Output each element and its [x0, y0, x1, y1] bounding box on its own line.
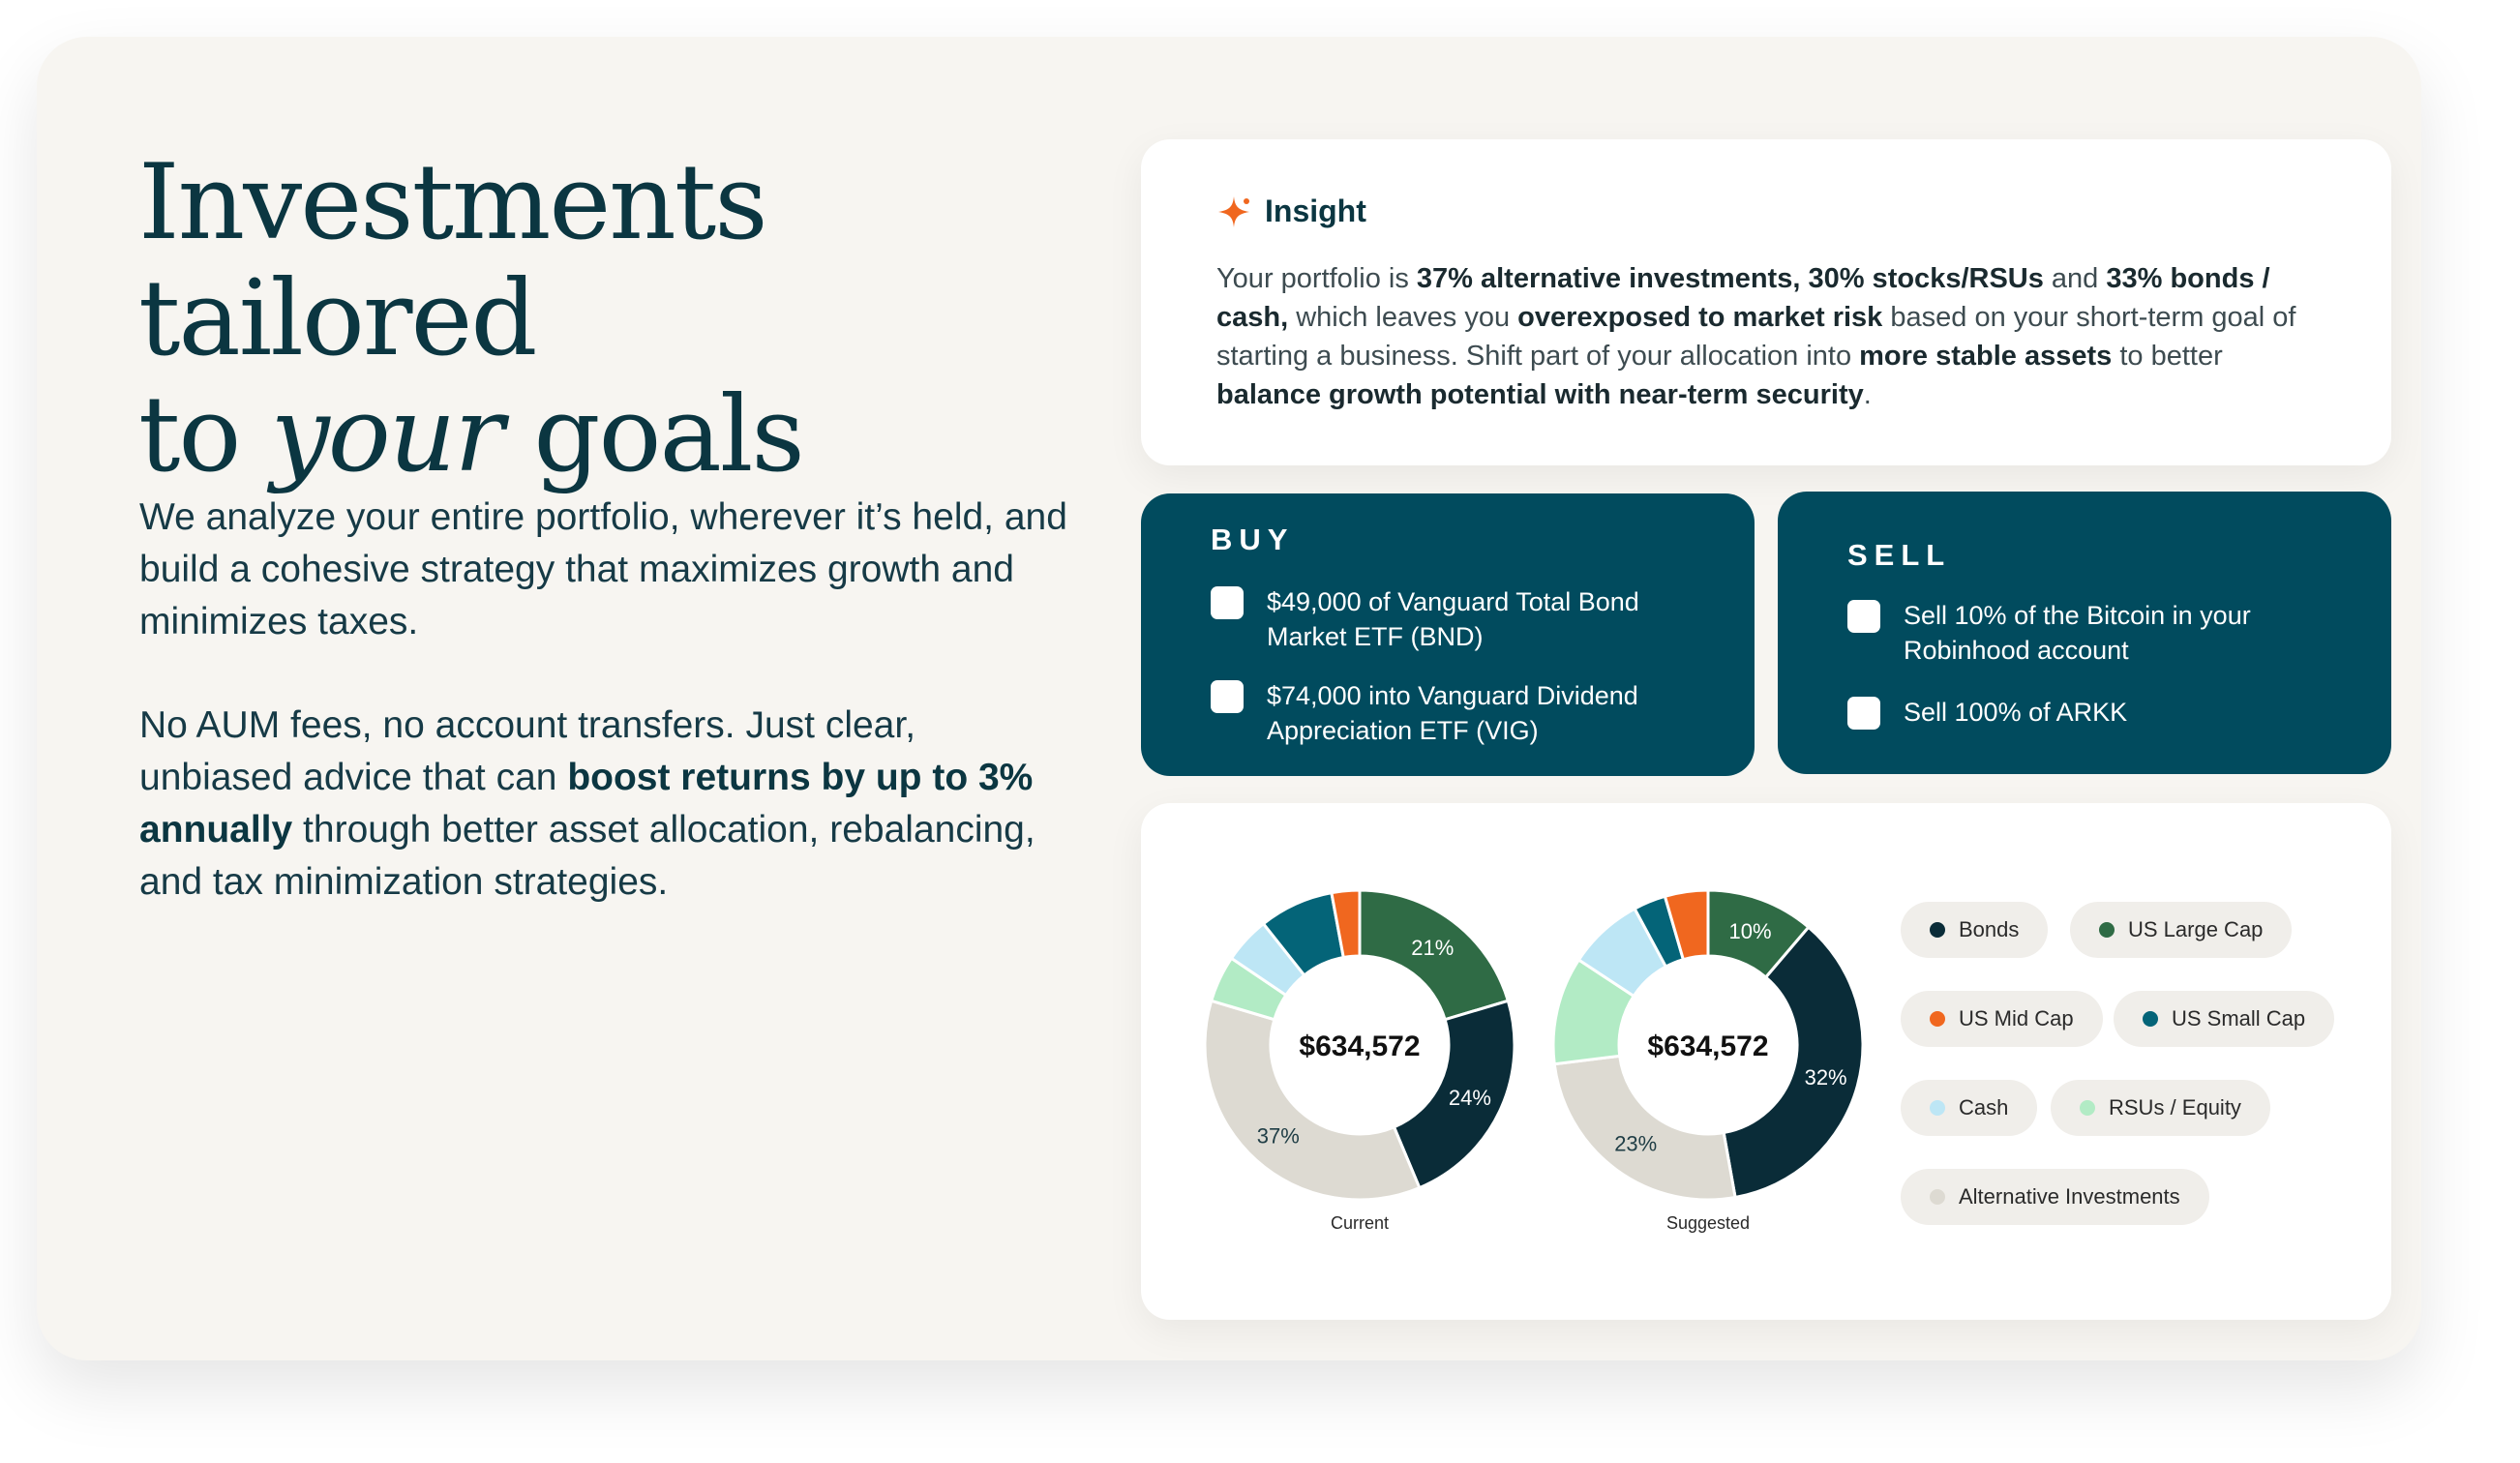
title-goals: goals [501, 374, 803, 495]
legend-item-us-mid-cap [1901, 991, 2103, 1047]
insight-text: and [2043, 263, 2107, 294]
legend-dot [1930, 1011, 1945, 1027]
intro-paragraph: We analyze your entire portfolio, wherever it’s held, and build a cohesive strategy that maximizes growth and minimizes taxes. [139, 496, 1067, 642]
slice-label-us-large-cap: 10% [1728, 918, 1772, 943]
current-donut-chart [1195, 881, 1524, 1209]
legend-dot [2143, 1011, 2158, 1027]
buy-checkbox[interactable] [1211, 680, 1244, 713]
buy-item[interactable] [1211, 584, 1714, 654]
sell-checkbox[interactable] [1847, 600, 1880, 633]
legend-item-cash [1901, 1080, 2037, 1136]
insight-text: to better [2112, 341, 2223, 372]
buy-item-label: $49,000 of Vanguard Total Bond Market ETF (BND) [1267, 587, 1639, 651]
insight-text: Your portfolio is [1216, 263, 1417, 294]
sell-card [1778, 492, 2391, 774]
sell-title: SELL [1847, 538, 1952, 572]
legend-dot [2099, 922, 2115, 938]
insight-text: . [1863, 379, 1872, 410]
insight-bold: more stable assets [1859, 341, 2113, 372]
insight-body [1216, 259, 2320, 414]
legend-label: Cash [1959, 1095, 2009, 1120]
fees-text-a: No AUM fees, no account transfers. Just clear, unbiased advice that can [139, 704, 916, 798]
insight-bold: 37% alternative investments, 30% stocks/RSUs [1416, 263, 2044, 294]
legend-dot [1930, 922, 1945, 938]
title-your: your [270, 374, 502, 495]
slice-label-alternative-investments: 37% [1256, 1123, 1300, 1149]
insight-bold: balance growth potential with near-term security [1216, 379, 1864, 410]
legend-item-alternative-investments [1901, 1169, 2209, 1225]
insight-card [1141, 139, 2391, 465]
legend-dot [2080, 1100, 2095, 1116]
sell-checkbox[interactable] [1847, 697, 1880, 730]
legend-label: US Mid Cap [1959, 1006, 2074, 1030]
buy-item-label: $74,000 into Vanguard Dividend Appreciation ETF (VIG) [1267, 681, 1638, 745]
insight-header [1216, 194, 1366, 229]
fees-paragraph [139, 700, 1068, 909]
buy-item[interactable] [1211, 678, 1714, 748]
legend-dot [1930, 1189, 1945, 1205]
legend-item-bonds [1901, 902, 2048, 958]
legend-item-rsus-equity [2051, 1080, 2270, 1136]
allocation-chart-card [1141, 803, 2391, 1320]
slice-label-bonds: 32% [1804, 1064, 1847, 1090]
fees-highlight: boost returns by up to 3% annually [139, 757, 1034, 851]
suggested-donut-chart [1544, 881, 1873, 1209]
donut-center-value: $634,572 [1647, 1030, 1769, 1062]
buy-title: BUY [1211, 522, 1295, 556]
legend-item-us-large-cap [2070, 902, 2292, 958]
insight-text: based on your short-term goal of starting a business. Shift part of your allocation into [1216, 302, 2296, 372]
title-line-1: Investments tailored [138, 142, 766, 379]
buy-card [1141, 493, 1755, 776]
insight-bold: overexposed to market risk [1517, 302, 1883, 333]
insight-bold: 33% bonds / cash, [1216, 263, 2270, 333]
slice-label-us-large-cap: 21% [1411, 935, 1455, 960]
slice-label-bonds: 24% [1448, 1085, 1491, 1110]
slice-label-alternative-investments: 23% [1614, 1131, 1658, 1156]
legend-dot [1930, 1100, 1945, 1116]
sell-item[interactable] [1847, 695, 2351, 730]
fees-text-b: through better asset allocation, rebalancing, and tax minimization strategies. [139, 809, 1035, 903]
suggested-chart-label: Suggested [1665, 1213, 1751, 1233]
buy-checkbox[interactable] [1211, 586, 1244, 619]
sell-item-label: Sell 100% of ARKK [1904, 698, 2128, 727]
legend-label: Bonds [1959, 917, 2020, 941]
current-chart-label: Current [1330, 1213, 1390, 1233]
legend-label: US Large Cap [2128, 917, 2264, 941]
sell-item-label: Sell 10% of the Bitcoin in your Robinhood account [1904, 601, 2251, 665]
insight-text: which leaves you [1288, 302, 1518, 333]
legend-label: US Small Cap [2172, 1006, 2306, 1030]
insight-title: Insight [1265, 194, 1366, 228]
donut-center-value: $634,572 [1299, 1030, 1421, 1062]
page-card [37, 37, 2421, 1360]
sell-item[interactable] [1847, 598, 2351, 668]
sparkle-icon [1216, 194, 1251, 229]
title-to: to [138, 374, 271, 495]
legend-label: RSUs / Equity [2109, 1095, 2241, 1120]
legend-label: Alternative Investments [1959, 1184, 2180, 1209]
slice-alternative-investments [1554, 1056, 1735, 1200]
legend-item-us-small-cap [2114, 991, 2334, 1047]
page-title [138, 142, 1067, 495]
